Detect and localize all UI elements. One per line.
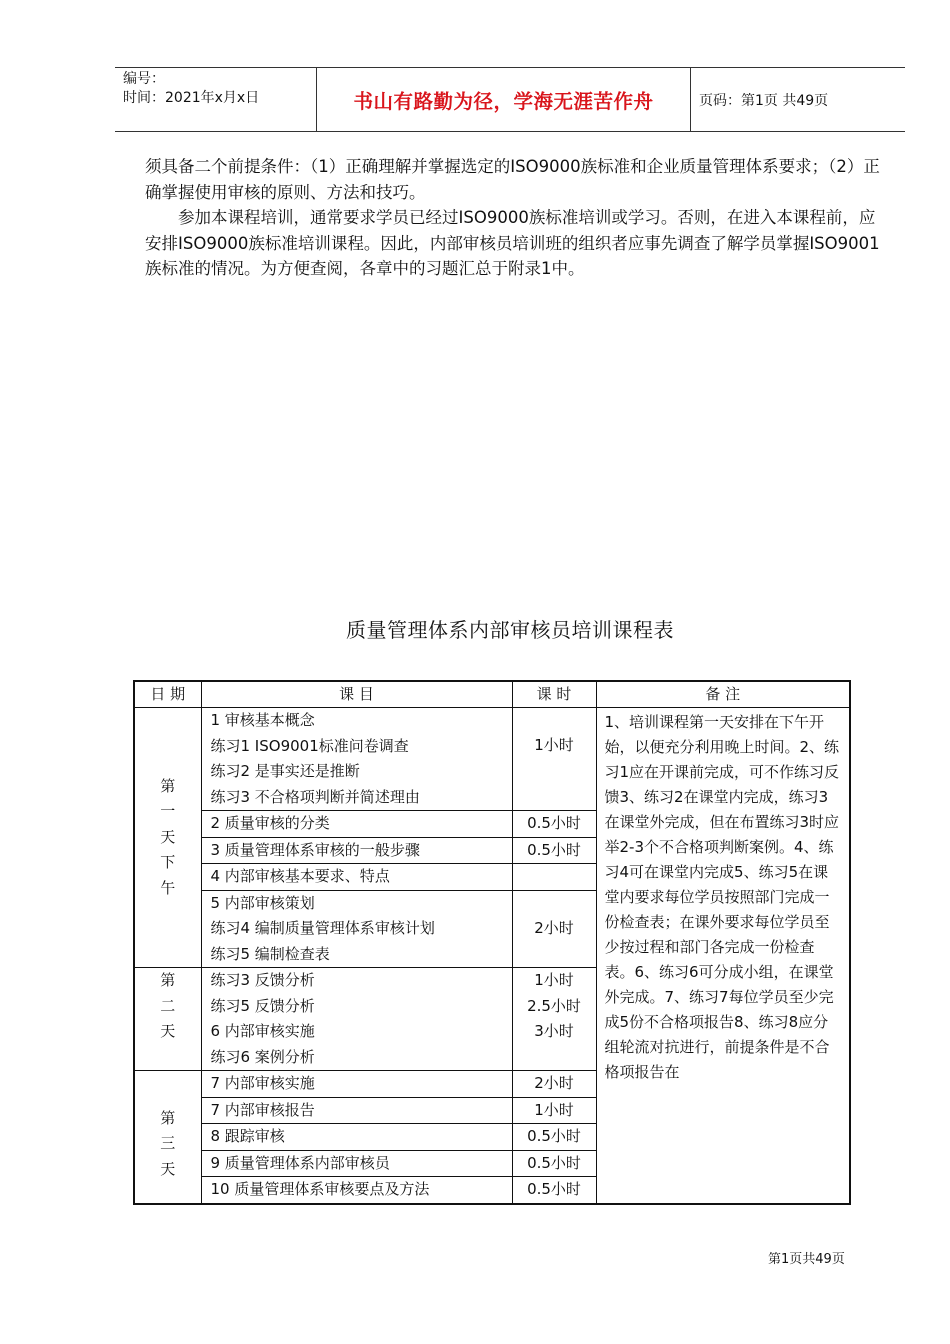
course-line: 练习1 ISO9001标准问卷调查: [210, 736, 409, 755]
day-1-cell: [134, 708, 201, 968]
hours-cell: [512, 1071, 596, 1098]
page-header: [115, 67, 905, 132]
course-line: 6 内部审核实施: [210, 1022, 315, 1040]
day-char: 二: [160, 996, 176, 1015]
course-line: 7 内部审核报告: [210, 1100, 315, 1119]
paragraph-2: 参加本课程培训，通常要求学员已经过ISO9000族标准培训或学习。否则，在进入本课程前，应安排ISO9000族标准培训课程。因此，内部审核员培训班的组织者应事先调查了解学员掌握ISO9001族标准的情况。为方便查阅，各章中的习题汇总于附录1中。: [145, 208, 880, 278]
hours-value: 3小时: [534, 1022, 574, 1040]
header-notes: 备 注: [596, 681, 850, 708]
course-line: 3 质量管理体系审核的一般步骤: [210, 840, 420, 859]
day-char: 天: [160, 827, 176, 846]
day-char: 天: [160, 1159, 176, 1178]
header-hours: 课 时: [512, 681, 596, 708]
course-line: 练习2 是事实还是推断: [210, 762, 360, 780]
hours-value: 2小时: [534, 1074, 574, 1092]
hours-cell: [512, 864, 596, 891]
course-cell: [201, 837, 512, 864]
hours-value: 1小时: [534, 736, 574, 754]
hours-value: 2.5小时: [527, 996, 581, 1015]
course-line: 1 审核基本概念: [210, 711, 315, 729]
paragraph-1: 须具备二个前提条件：（1）正确理解并掌握选定的ISO9000族标准和企业质量管理体系要求；（2）正确掌握使用审核的原则、方法和技巧。: [145, 157, 880, 202]
hours-value: 0.5小时: [527, 814, 581, 832]
day-char: 一: [160, 802, 176, 821]
hours-cell: [512, 708, 596, 811]
course-line: 10 质量管理体系审核要点及方法: [210, 1180, 430, 1198]
course-cell: [201, 968, 512, 1071]
course-line: 练习3 反馈分析: [210, 971, 315, 989]
course-line: 练习3 不合格项判断并简述理由: [210, 787, 420, 806]
hours-cell: [512, 1177, 596, 1204]
hours-cell: [512, 1097, 596, 1124]
day-char: 第: [160, 971, 176, 989]
hours-value: 1小时: [534, 1100, 574, 1119]
course-cell: [201, 1097, 512, 1124]
header-course: 课 目: [201, 681, 512, 708]
course-line: 8 跟踪审核: [210, 1127, 285, 1145]
course-line: 5 内部审核策划: [210, 893, 315, 912]
hours-cell: [512, 1124, 596, 1151]
page-label: 页码：第1页 共49页: [699, 92, 829, 109]
course-line: 练习6 案例分析: [210, 1047, 315, 1066]
course-cell: [201, 864, 512, 891]
day-3-cell: [134, 1071, 201, 1204]
course-cell: [201, 1177, 512, 1204]
hours-cell: [512, 1150, 596, 1177]
page-footer: 第1页共49页: [768, 1252, 845, 1267]
hours-value: 2小时: [534, 919, 574, 937]
time-label: 时间：2021年x月x日: [123, 90, 260, 106]
course-cell: [201, 890, 512, 968]
course-cell: [201, 1071, 512, 1098]
course-cell: [201, 1124, 512, 1151]
number-label: 编号：: [123, 71, 165, 87]
course-cell: [201, 811, 512, 838]
table-row: [134, 708, 850, 811]
course-line: 练习4 编制质量管理体系审核计划: [210, 919, 435, 937]
course-line: 练习5 编制检查表: [210, 944, 330, 963]
course-cell: [201, 1150, 512, 1177]
course-line: 9 质量管理体系内部审核员: [210, 1153, 390, 1172]
hours-cell: [512, 837, 596, 864]
hours-value: 1小时: [534, 971, 574, 989]
hours-cell: [512, 890, 596, 968]
hours-value: 0.5小时: [527, 840, 581, 859]
hours-value: 0.5小时: [527, 1180, 581, 1198]
day-2-cell: [134, 968, 201, 1071]
hours-value: 0.5小时: [527, 1127, 581, 1145]
slogan: 书山有路勤为径，学海无涯苦作舟: [316, 68, 691, 131]
day-char: 午: [160, 878, 176, 897]
course-line: 4 内部审核基本要求、特点: [210, 867, 390, 885]
hours-value: 0.5小时: [527, 1153, 581, 1172]
day-char: 第: [160, 1108, 176, 1127]
course-line: 练习5 反馈分析: [210, 996, 315, 1015]
day-char: 天: [160, 1022, 176, 1040]
table-title: 质量管理体系内部审核员培训课程表: [346, 618, 674, 642]
course-cell: [201, 708, 512, 811]
day-char: 三: [160, 1134, 176, 1152]
hours-cell: [512, 968, 596, 1071]
hours-cell: [512, 811, 596, 838]
notes-cell: 1、培训课程第一天安排在下午开始，以便充分利用晚上时间。2、练习1应在开课前完成，可不作练习反馈3、练习2在课堂内完成，练习3在课堂外完成，但在布置练习3时应举2-3个不合格项判断案例。4、练习4可在课堂内完成5、练习5在课堂内要求每位学员按照部门完成一份检查表；在课外要求每位学员至少按过程和部门各完成一份检查表。6、练习6可分成小组，在课堂外完成。7、练习7每位学员至少完成5份不合格项报告8、练习8应分组轮流对抗进行，前提条件是不合格项报告在: [596, 708, 850, 1204]
header-meta: [123, 68, 315, 133]
table-header-row: [134, 681, 850, 708]
day-char: 第: [160, 776, 176, 795]
day-char: 下: [160, 853, 176, 872]
course-line: 7 内部审核实施: [210, 1074, 315, 1092]
schedule-table: [133, 680, 851, 1205]
course-line: 2 质量审核的分类: [210, 814, 330, 832]
header-date: 日 期: [134, 681, 201, 708]
